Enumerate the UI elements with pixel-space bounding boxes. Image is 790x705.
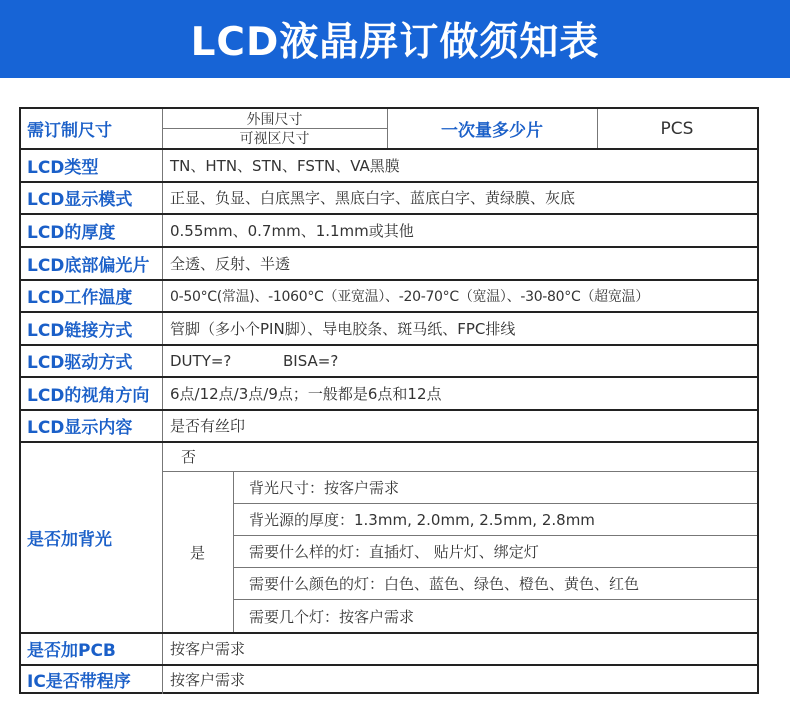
visible-size-label: 可视区尺寸 <box>239 131 310 147</box>
connection-label: LCD链接方式 <box>27 320 133 341</box>
quantity-label: 一次量多少片 <box>441 121 543 141</box>
type-value: TN、HTN、STN、FSTN、VA黑膜 <box>170 156 400 175</box>
type-label: LCD类型 <box>27 157 99 178</box>
polarizer-label: LCD底部偏光片 <box>27 255 150 276</box>
polarizer-value: 全透、反射、半透 <box>170 254 291 273</box>
temperature-label: LCD工作温度 <box>27 288 133 308</box>
pcb-label: 是否加PCB <box>27 641 116 661</box>
ic-value: 按客户需求 <box>170 671 246 689</box>
backlight-item: 需要几个灯：按客户需求 <box>249 607 415 626</box>
thickness-value: 0.55mm、0.7mm、1.1mm或其他 <box>170 221 414 240</box>
content-label: LCD显示内容 <box>27 418 133 438</box>
thickness-label: LCD的厚度 <box>27 222 116 243</box>
drive-label: LCD驱动方式 <box>27 353 133 373</box>
mode-label: LCD显示模式 <box>27 190 133 210</box>
pcb-value: 按客户需求 <box>170 640 246 658</box>
backlight-item: 需要什么样的灯：直插灯、 贴片灯、绑定灯 <box>249 543 539 561</box>
connection-value: 管脚（多小个PIN脚）、导电胶条、斑马纸、FPC排线 <box>170 319 516 338</box>
drive-duty: DUTY=? <box>170 351 232 370</box>
header-banner <box>0 0 790 78</box>
backlight-yes-divider <box>233 471 234 632</box>
temperature-value: 0-50°C(常温)、-1060°C（亚宽温）、-20-70°C（宽温）、-30-80°C（超宽温） <box>170 288 649 305</box>
content-value: 是否有丝印 <box>170 417 246 435</box>
outer-size-label: 外围尺寸 <box>246 111 303 128</box>
page-title: LCD液晶屏订做须知表 <box>190 20 600 65</box>
mode-value: 正显、负显、白底黑字、黑底白字、蓝底白字、黄绿膜、灰底 <box>170 189 576 207</box>
view-angle-value: 6点/12点/3点/9点；一般都是6点和12点 <box>170 384 442 403</box>
size-label: 需订制尺寸 <box>27 121 112 141</box>
ic-label: IC是否带程序 <box>27 672 131 692</box>
backlight-item: 需要什么颜色的灯：白色、蓝色、绿色、橙色、黄色、红色 <box>249 575 640 593</box>
backlight-item: 背光尺寸：按客户需求 <box>249 479 400 497</box>
quantity-unit: PCS <box>660 118 694 139</box>
backlight-yes: 是 <box>189 543 205 562</box>
backlight-label: 是否加背光 <box>27 529 112 550</box>
backlight-no: 否 <box>181 448 197 466</box>
drive-bias: BISA=? <box>283 351 339 370</box>
backlight-item: 背光源的厚度：1.3mm, 2.0mm, 2.5mm, 2.8mm <box>249 511 595 529</box>
spec-table <box>19 107 759 694</box>
view-angle-label: LCD的视角方向 <box>27 385 150 406</box>
